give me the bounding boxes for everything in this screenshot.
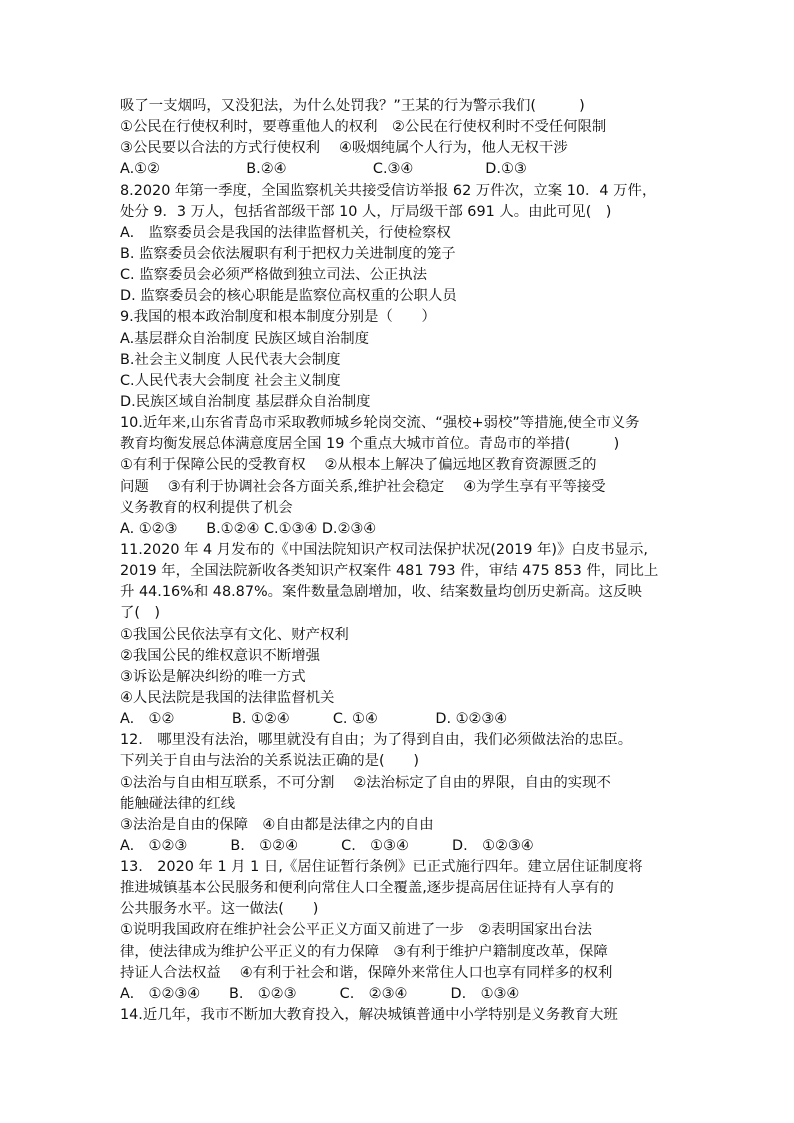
- q10-options: A. ①②③ B.①②④ C.①③④ D.②③④: [120, 520, 377, 537]
- q13-statement-line: ①说明我国政府在维护社会公平正义方面又前进了一步 ②表明国家出台法: [120, 922, 592, 939]
- q8-stem-line: 8.2020 年第一季度，全国监察机关共接受信访举报 62 万件次，立案 10．4 万件，: [120, 182, 657, 199]
- q13-stem-line: 推进城镇基本公民服务和便利向常住人口全覆盖,逐步提高居住证持有人享有的: [120, 880, 614, 897]
- q12-statement-line: ①法治与自由相互联系，不可分割 ②法治标定了自由的界限，自由的实现不: [120, 774, 611, 791]
- q8-option-b: B. 监察委员会依法履职有利于把权力关进制度的笼子: [120, 245, 456, 262]
- q11-stem-line: 了( ): [120, 605, 161, 622]
- q10-statement-line: ①有利于保障公民的受教育权 ②从根本上解决了偏远地区教育资源匮乏的: [120, 457, 597, 474]
- q11-statement-2: ②我国公民的维权意识不断增强: [120, 647, 320, 664]
- q8-option-a: A. 监察委员会是我国的法律监督机关，行使检察权: [120, 224, 451, 241]
- q13-stem-line: 13. 2020 年 1 月 1 日,《居住证暂行条例》已正式施行四年。建立居住证制度将: [120, 859, 643, 876]
- q8-option-d: D. 监察委员会的核心职能是监察位高权重的公职人员: [120, 288, 457, 305]
- q11-stem-line: 2019 年，全国法院新收各类知识产权案件 481 793 件，审结 475 853 件，同比上: [120, 563, 659, 580]
- q13-statement-line: 律，使法律成为维护公平正义的有力保障 ③有利于维护户籍制度改革，保障: [120, 943, 608, 960]
- q12-stem-line: 12. 哪里没有法治，哪里就没有自由；为了得到自由，我们必须做法治的忠臣。: [120, 732, 633, 749]
- q9-option-c: C.人民代表大会制度 社会主义制度: [120, 372, 341, 389]
- q7-statement-line: ①公民在行使权利时，要尊重他人的权利 ②公民在行使权利时不受任何限制: [120, 119, 607, 136]
- q11-statement-3: ③诉讼是解决纠纷的唯一方式: [120, 668, 306, 685]
- q10-statement-line: 问题 ③有利于协调社会各方面关系,维护社会稳定 ④为学生享有平等接受: [120, 478, 606, 495]
- q7-statement-line: ③公民要以合法的方式行使权利 ④吸烟纯属个人行为，他人无权干涉: [120, 140, 568, 157]
- q13-statement-line: 持证人合法权益 ④有利于社会和谐，保障外来常住人口也享有同样多的权利: [120, 964, 613, 981]
- q12-statement-line: 能触碰法律的红线: [120, 795, 236, 812]
- q11-statement-4: ④人民法院是我国的法律监督机关: [120, 689, 335, 706]
- q14-stem-head: 14.近几年，我市不断加大教育投入，解决城镇普通中小学特别是义务教育大班: [120, 1007, 618, 1024]
- q11-stem-line: 升 44.16%和 48.87%。案件数量急剧增加，收、结案数量均创历史新高。这反映: [120, 584, 642, 601]
- q8-stem-line: 处分 9．3 万人，包括省部级干部 10 人，厅局级干部 691 人。由此可见( ): [120, 203, 612, 220]
- q9-option-a: A.基层群众自治制度 民族区域自治制度: [120, 330, 369, 347]
- q9-option-d: D.民族区域自治制度 基层群众自治制度: [120, 393, 371, 410]
- q10-statement-line: 义务教育的权利提供了机会: [120, 499, 293, 516]
- q8-option-c: C. 监察委员会必须严格做到独立司法、公正执法: [120, 267, 428, 284]
- page-bottom-margin: [0, 1070, 794, 1123]
- q12-options: A. ①②③ B. ①②④ C. ①③④ D. ①②③④: [120, 837, 534, 854]
- q11-options: A. ①② B. ①②④ C. ①④ D. ①②③④: [120, 711, 508, 728]
- q7-stem-tail: 吸了一支烟吗，又没犯法，为什么处罚我？”王某的行为警示我们( ): [120, 98, 585, 114]
- q10-stem-line: 教育均衡发展总体满意度居全国 19 个重点大城市首位。青岛市的举措( ): [120, 436, 620, 453]
- q11-stem-line: 11.2020 年 4 月发布的《中国法院知识产权司法保护状况(2019 年)》白皮书显示,: [120, 541, 648, 558]
- q12-stem-line: 下列关于自由与法治的关系说法正确的是( ): [120, 753, 420, 770]
- exam-page: [120, 96, 680, 1026]
- q9-stem: 9.我国的根本政治制度和根本制度分别是（ ）: [120, 309, 436, 326]
- q13-stem-line: 公共服务水平。这一做法( ): [120, 901, 319, 918]
- q11-statement-1: ①我国公民依法享有文化、财产权利: [120, 626, 349, 643]
- q12-statement-line: ③法治是自由的保障 ④自由都是法律之内的自由: [120, 816, 434, 833]
- q7-options: A.①② B.②④ C.③④ D.①③: [120, 161, 527, 178]
- q13-options: A. ①②③④ B. ①②③ C. ②③④ D. ①③④: [120, 985, 520, 1002]
- q9-option-b: B.社会主义制度 人民代表大会制度: [120, 351, 341, 368]
- q10-stem-line: 10.近年来,山东省青岛市采取教师城乡轮岗交流、“强校+弱校”等措施,使全市义务: [120, 415, 640, 432]
